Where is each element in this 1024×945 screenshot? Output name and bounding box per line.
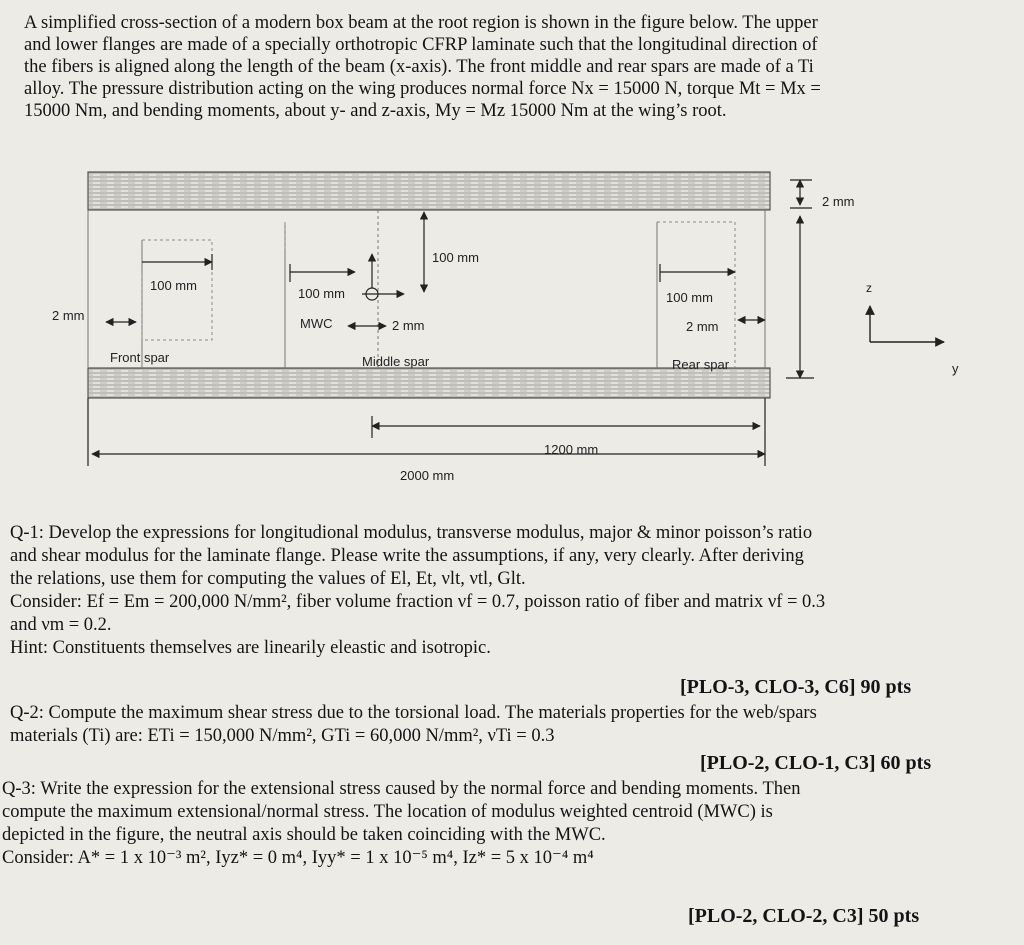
label-middle-spar: Middle spar <box>362 354 430 369</box>
intro-line: and lower flanges are made of a specially orthotropic CFRP laminate such that the longitudinal direction of <box>24 35 818 55</box>
q1-line: and νm = 0.2. <box>10 615 112 635</box>
dim-rear-spar-thickness: 2 mm <box>686 319 719 334</box>
dim-middle-spar-thickness: 2 mm <box>392 318 425 333</box>
label-rear-spar: Rear spar <box>672 357 730 372</box>
q1-marks-tag: [PLO-3, CLO-3, C6] 90 pts <box>680 676 912 698</box>
axis-triad <box>870 306 944 342</box>
question-3 <box>2 778 997 870</box>
q3-line: Q-3: Write the expression for the extensional stress caused by the normal force and bending moments. Then <box>2 779 801 799</box>
q2-line: materials (Ti) are: ETi = 150,000 N/mm², GTi = 60,000 N/mm², νTi = 0.3 <box>10 726 555 746</box>
dim-span-1200: 1200 mm <box>544 442 599 457</box>
intro-line: 15000 Nm, and bending moments, about y- and z-axis, My = Mz 15000 Nm at the wing’s root. <box>24 101 727 121</box>
q1-line: Consider: Ef = Em = 200,000 N/mm², fiber volume fraction νf = 0.7, poisson ratio of fiber and matrix νf = 0.3 <box>10 592 826 612</box>
dashed-guides <box>142 222 735 368</box>
dim-rear-spar-flange: 100 mm <box>666 290 713 305</box>
q3-marks-tag: [PLO-2, CLO-2, C3] 50 pts <box>688 905 920 927</box>
q2-line: Q-2: Compute the maximum shear stress due to the torsional load. The materials properties for the web/spars <box>10 703 817 723</box>
q3-line: Consider: A* = 1 x 10⁻³ m², Iyz* = 0 m⁴, Iyy* = 1 x 10⁻⁵ m⁴, Iz* = 5 x 10⁻⁴ m⁴ <box>2 848 594 868</box>
label-mwc: MWC <box>300 316 333 331</box>
q2-marks-tag: [PLO-2, CLO-1, C3] 60 pts <box>700 752 932 774</box>
intro-line: A simplified cross-section of a modern box beam at the root region is shown in the figure below. The upper <box>24 13 818 33</box>
q1-line: the relations, use them for computing the values of El, Et, νlt, νtl, Glt. <box>10 569 526 589</box>
q1-line: and shear modulus for the laminate flange. Please write the assumptions, if any, very clearly. After deriving <box>10 546 804 566</box>
question-2 <box>10 702 1005 748</box>
dim-span-2000: 2000 mm <box>400 468 455 483</box>
axis-z-label: z <box>866 281 872 295</box>
intro-line: alloy. The pressure distribution acting on the wing produces normal force Nx = 15000 N, torque Mt = Mx = <box>24 79 821 99</box>
q3-line: depicted in the figure, the neutral axis should be taken coinciding with the MWC. <box>2 825 606 845</box>
span-dims <box>88 398 765 466</box>
axis-y-label: y <box>952 361 959 376</box>
lower-flange <box>88 368 770 398</box>
dim-flange-thickness: 2 mm <box>822 194 855 209</box>
q3-line: compute the maximum extensional/normal stress. The location of modulus weighted centroid (MWC) is <box>2 802 773 822</box>
flange-thickness-dim <box>786 180 814 378</box>
upper-flange <box>88 172 770 210</box>
dim-front-spar-thickness: 2 mm <box>52 308 85 323</box>
mwc-dims <box>290 212 424 326</box>
dim-mwc-offset: 100 mm <box>298 286 345 301</box>
problem-intro <box>24 12 999 122</box>
dim-mwc-vertical: 100 mm <box>432 250 479 265</box>
q1-line: Hint: Constituents themselves are linearily eleastic and isotropic. <box>10 638 491 658</box>
question-1 <box>10 522 1005 660</box>
dim-front-spar-flange: 100 mm <box>150 278 197 293</box>
q1-line: Q-1: Develop the expressions for longitudional modulus, transverse modulus, major & minor poisson’s ratio <box>10 523 813 543</box>
intro-line: the fibers is aligned along the length of the beam (x-axis). The front middle and rear spars are made of a Ti <box>24 57 814 77</box>
label-front-spar: Front spar <box>110 350 170 365</box>
box-beam-figure <box>0 160 1024 520</box>
